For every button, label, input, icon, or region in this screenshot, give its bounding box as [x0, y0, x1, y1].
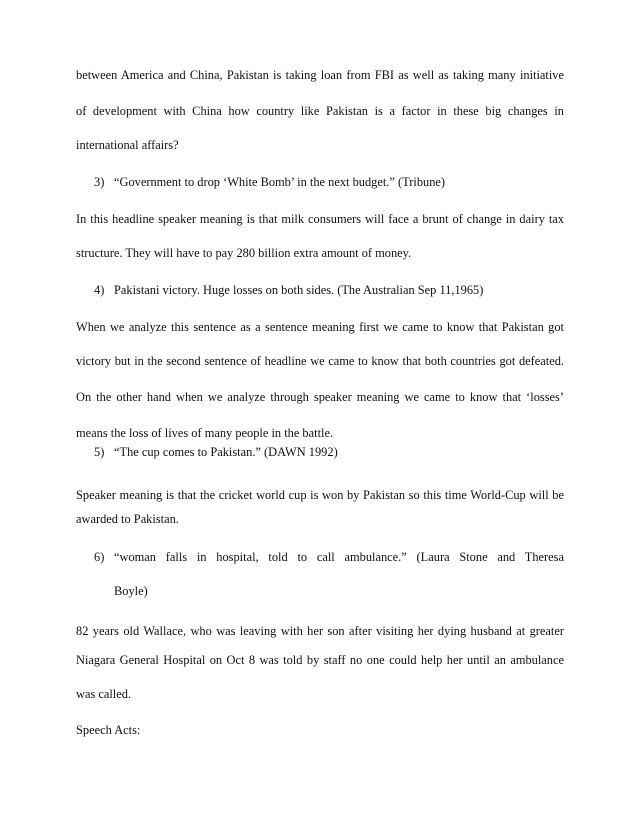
paragraph-line: On the other hand when we analyze through speaker meaning we came to know that ‘losses’ [76, 390, 564, 404]
list-item-number: 6) [94, 550, 105, 564]
paragraph-line: of development with China how country like Pakistan is a factor in these big changes in [76, 104, 564, 118]
list-item-text: “The cup comes to Pakistan.” (DAWN 1992) [114, 445, 338, 459]
paragraph-line: In this headline speaker meaning is that milk consumers will face a brunt of change in dairy tax [76, 212, 564, 226]
paragraph-line: victory but in the second sentence of headline we came to know that both countries got defeated. [76, 354, 564, 368]
paragraph-line: was called. [76, 687, 132, 701]
list-item-text: “Government to drop ‘White Bomb’ in the next budget.” (Tribune) [114, 175, 446, 189]
paragraph-line: international affairs? [76, 138, 179, 152]
paragraph-line: between America and China, Pakistan is taking loan from FBI as well as taking many initiative [76, 68, 564, 82]
paragraph-line: means the loss of lives of many people in the battle. [76, 426, 334, 440]
section-heading: Speech Acts: [76, 723, 141, 737]
paragraph-line: 82 years old Wallace, who was leaving with her son after visiting her dying husband at greater [76, 624, 564, 638]
paragraph-line: Niagara General Hospital on Oct 8 was told by staff no one could help her until an ambulance [76, 653, 564, 667]
list-item-number: 3) [94, 175, 105, 189]
list-item-number: 4) [94, 283, 105, 297]
paragraph-line: structure. They will have to pay 280 billion extra amount of money. [76, 246, 412, 260]
paragraph-line: Speaker meaning is that the cricket world cup is won by Pakistan so this time World-Cup will be [76, 488, 564, 502]
list-item-text: “woman falls in hospital, told to call ambulance.” (Laura Stone and Theresa [114, 550, 564, 564]
paragraph-line: awarded to Pakistan. [76, 512, 179, 526]
list-item [0, 549, 638, 565]
list-item-continuation: Boyle) [114, 584, 148, 598]
paragraph-line: When we analyze this sentence as a sentence meaning first we came to know that Pakistan got [76, 320, 564, 334]
list-item-text: Pakistani victory. Huge losses on both sides. (The Australian Sep 11,1965) [114, 283, 484, 297]
list-item-number: 5) [94, 445, 105, 459]
